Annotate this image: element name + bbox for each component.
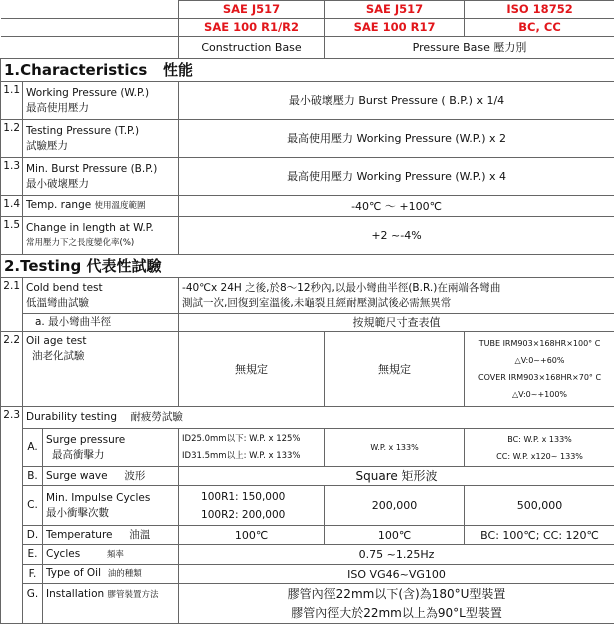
surge-col2: W.P. x 133% xyxy=(325,429,465,467)
sub-letter: D. xyxy=(23,526,43,545)
label-zh: 頻率 xyxy=(106,549,124,560)
installation-value xyxy=(179,584,614,624)
label-zh: 低溫彎曲試驗 xyxy=(26,296,89,309)
sub-label xyxy=(43,584,179,624)
header-col1-grade: SAE 100 R1/R2 xyxy=(179,19,325,37)
impulse-col2: 200,000 xyxy=(325,486,465,526)
test-label xyxy=(23,332,179,407)
label-zh: 試驗壓力 xyxy=(26,139,68,152)
sub-letter: C. xyxy=(23,486,43,526)
sub-letter: B. xyxy=(23,467,43,486)
header-corner-3 xyxy=(1,37,179,59)
characteristic-label xyxy=(23,120,179,158)
label-en: Testing Pressure (T.P.) xyxy=(26,124,140,137)
row-number: 2.1 xyxy=(1,278,23,332)
characteristic-label xyxy=(23,158,179,196)
label-en: Surge wave xyxy=(46,469,108,482)
temperature-col3: BC: 100℃; CC: 120℃ xyxy=(465,526,614,545)
temperature-col2: 100℃ xyxy=(325,526,465,545)
surge-line: BC: W.P. x 133% xyxy=(507,434,572,444)
installation-line: 膠管內徑大於22mm以上為90°L型裝置 xyxy=(291,605,502,620)
label-zh: 最高使用壓力 xyxy=(26,101,89,114)
header-col3-std: ISO 18752 xyxy=(465,1,614,19)
row-number: 2.2 xyxy=(1,332,23,407)
sub-letter: E. xyxy=(23,545,43,565)
header-corner-2 xyxy=(1,19,179,37)
construction-base-label: Construction Base xyxy=(179,37,325,59)
description-line: 測試一次,回復到室溫後,未龜裂且經耐壓測試後必需無異常 xyxy=(182,296,452,309)
row-number: 2.3 xyxy=(1,407,23,624)
section-title-zh: 性能 xyxy=(162,60,193,79)
surge-line: ID25.0mm以下: W.P. x 125% xyxy=(182,433,301,444)
surge-line: ID31.5mm以上: W.P. x 133% xyxy=(182,450,301,461)
sub-label xyxy=(43,429,179,467)
row-number: 1.3 xyxy=(1,158,23,196)
section-characteristics-title xyxy=(1,59,614,82)
section-testing-title xyxy=(1,255,614,278)
header-col1-std: SAE J517 xyxy=(179,1,325,19)
label-zh: 波形 xyxy=(124,469,146,482)
sub-letter: G. xyxy=(23,584,43,624)
cold-bend-description xyxy=(179,278,614,314)
row-number: 1.4 xyxy=(1,196,23,217)
label-zh: 耐疲勞試驗 xyxy=(130,411,183,423)
row-number: 1.1 xyxy=(1,82,23,120)
row-number: 1.5 xyxy=(1,217,23,255)
label-zh: 最高衝擊力 xyxy=(52,448,105,461)
oil-age-iso xyxy=(465,332,614,407)
test-label xyxy=(23,407,614,429)
sub-label xyxy=(43,486,179,526)
oil-type-value: ISO VG46~VG100 xyxy=(179,565,614,584)
label-zh: 最小破壞壓力 xyxy=(26,177,89,190)
label-en: Working Pressure (W.P.) xyxy=(26,86,150,99)
section-title-en: 1.Characteristics xyxy=(4,60,148,79)
label-zh: 最小衝擊次數 xyxy=(46,506,109,519)
test-label xyxy=(23,278,179,314)
label-en: Change in length at W.P. xyxy=(26,221,154,234)
label-zh: 常用壓力下之長度變化率(%) xyxy=(26,237,135,248)
label-en: Surge pressure xyxy=(46,433,126,446)
sub-label xyxy=(43,545,179,565)
pressure-base-label: Pressure Base 壓力別 xyxy=(325,37,614,59)
characteristic-value: -40℃ ～ +100℃ xyxy=(179,196,614,217)
label-zh: 膠管裝置方法 xyxy=(107,590,159,600)
iso-line: COVER IRM903×168HR×70° C xyxy=(478,373,602,382)
label-zh: 油的種類 xyxy=(107,569,142,579)
surge-line: CC: W.P. x120~ 133% xyxy=(496,451,583,461)
impulse-col1 xyxy=(179,486,325,526)
section-title-zh: 代表性試驗 xyxy=(86,256,162,275)
surge-col1 xyxy=(179,429,325,467)
sub-letter: F. xyxy=(23,565,43,584)
temperature-col1: 100℃ xyxy=(179,526,325,545)
label-en: Durability testing xyxy=(26,411,117,423)
label-en: Type of Oil xyxy=(46,567,102,579)
iso-line: TUBE IRM903×168HR×100° C xyxy=(478,339,601,348)
sub-label xyxy=(43,467,179,486)
characteristic-value: 最小破壞壓力 Burst Pressure ( B.P.) x 1/4 xyxy=(179,82,614,120)
label-en: Temp. range xyxy=(26,199,92,211)
label-zh: 油溫 xyxy=(129,528,151,541)
header-corner xyxy=(1,1,179,19)
characteristic-label xyxy=(23,196,179,217)
min-bend-radius-value: 按規範尺寸查表值 xyxy=(179,314,614,332)
label-zh: 使用溫度範圍 xyxy=(94,201,146,211)
oil-age-col2: 無規定 xyxy=(325,332,465,407)
impulse-line: 100R2: 200,000 xyxy=(201,508,286,521)
impulse-line: 100R1: 150,000 xyxy=(201,490,286,503)
label-en: Min. Impulse Cycles xyxy=(46,491,151,504)
min-bend-radius-label: a. 最小彎曲半徑 xyxy=(23,314,179,332)
label-en: Min. Burst Pressure (B.P.) xyxy=(26,162,158,175)
label-en: Cycles xyxy=(46,547,81,560)
iso-line: △V:0~+100% xyxy=(512,390,568,399)
header-col3-grade: BC, CC xyxy=(465,19,614,37)
surge-col3 xyxy=(465,429,614,467)
sub-letter: A. xyxy=(23,429,43,467)
header-col2-grade: SAE 100 R17 xyxy=(325,19,465,37)
label-en: Cold bend test xyxy=(26,281,103,294)
section-title-en: 2.Testing xyxy=(4,256,82,275)
label-en: Oil age test xyxy=(26,335,87,347)
cycles-value: 0.75 ~1.25Hz xyxy=(179,545,614,565)
label-zh: 油老化試驗 xyxy=(32,350,85,362)
row-number: 1.2 xyxy=(1,120,23,158)
installation-line: 膠管內徑22mm以下(含)為180°U型裝置 xyxy=(287,586,506,601)
header-col2-std: SAE J517 xyxy=(325,1,465,19)
label-en: Installation xyxy=(46,588,105,600)
iso-line: △V:0~+60% xyxy=(514,356,565,365)
description-line: -40℃x 24H 之後,於8～12秒內,以最小彎曲半徑(B.R.)在兩端各彎曲 xyxy=(182,281,501,294)
surge-wave-value: Square 矩形波 xyxy=(179,467,614,486)
impulse-col3: 500,000 xyxy=(465,486,614,526)
characteristic-value: 最高使用壓力 Working Pressure (W.P.) x 4 xyxy=(179,158,614,196)
sub-label xyxy=(43,526,179,545)
sub-label xyxy=(43,565,179,584)
characteristic-label xyxy=(23,217,179,255)
label-en: Temperature xyxy=(46,528,113,541)
characteristic-label xyxy=(23,82,179,120)
characteristic-value: 最高使用壓力 Working Pressure (W.P.) x 2 xyxy=(179,120,614,158)
characteristic-value: +2 ~-4% xyxy=(179,217,614,255)
oil-age-col1: 無規定 xyxy=(179,332,325,407)
